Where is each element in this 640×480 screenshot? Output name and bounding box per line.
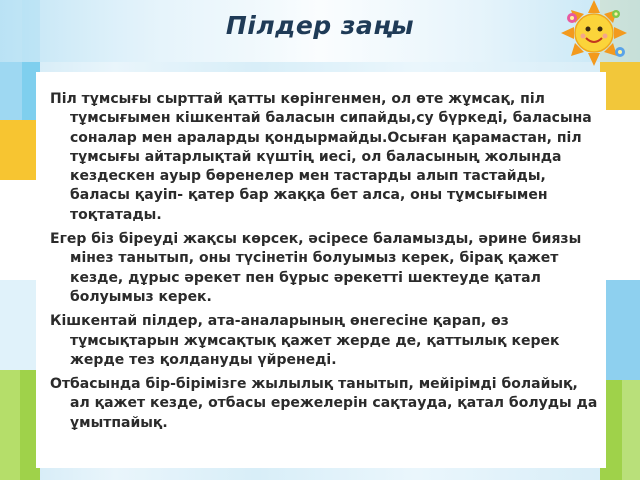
text-body xyxy=(50,90,598,438)
paragraph: Егер біз біреуді жақсы көрсек, әсіресе баламызды, әрине биязы мінез танытып, оны түсінетін болуымыз керек, бірақ қажет кезде, дұрыс әрекет пен бұрыс әрекетті шектеуде қатал болуымыз керек. xyxy=(50,231,582,305)
content-panel xyxy=(36,72,606,468)
left-decorative-bars xyxy=(0,0,40,480)
paragraph: Піл тұмсығы сырттай қатты көрінгенмен, ол өте жұмсақ, піл тұмсығымен кішкентай баласын сипайды,су бүркеді, баласына соналар мен араларды қондырмайды.Осыған қарамастан, піл тұмсығы айтарлықтай күштің иесі, ол баласының жолында кездескен ауыр бөренелер мен тастарды алып тастайды, баласы қауіп- қатер бар жаққа бет алса, оны тұмсығымен тоқтатады. xyxy=(50,91,592,223)
right-decorative-bars xyxy=(600,0,640,480)
smiling-sun-icon xyxy=(552,0,634,70)
paragraph: Кішкентай пілдер, ата-аналарының өнегесіне қарап, өз тұмсықтарын жұмсақтық қажет жерде де, қаттылық керек жерде тез қолдануды үйренеді. xyxy=(50,313,560,368)
slide-title: Пілдер заңы xyxy=(225,11,415,40)
paragraph: Отбасында бір-бірімізге жылылық танытып, мейірімді болайық, ал қажет кезде, отбасы ережелерін сақтауда, қатал болуды да ұмытпайық. xyxy=(50,376,598,431)
